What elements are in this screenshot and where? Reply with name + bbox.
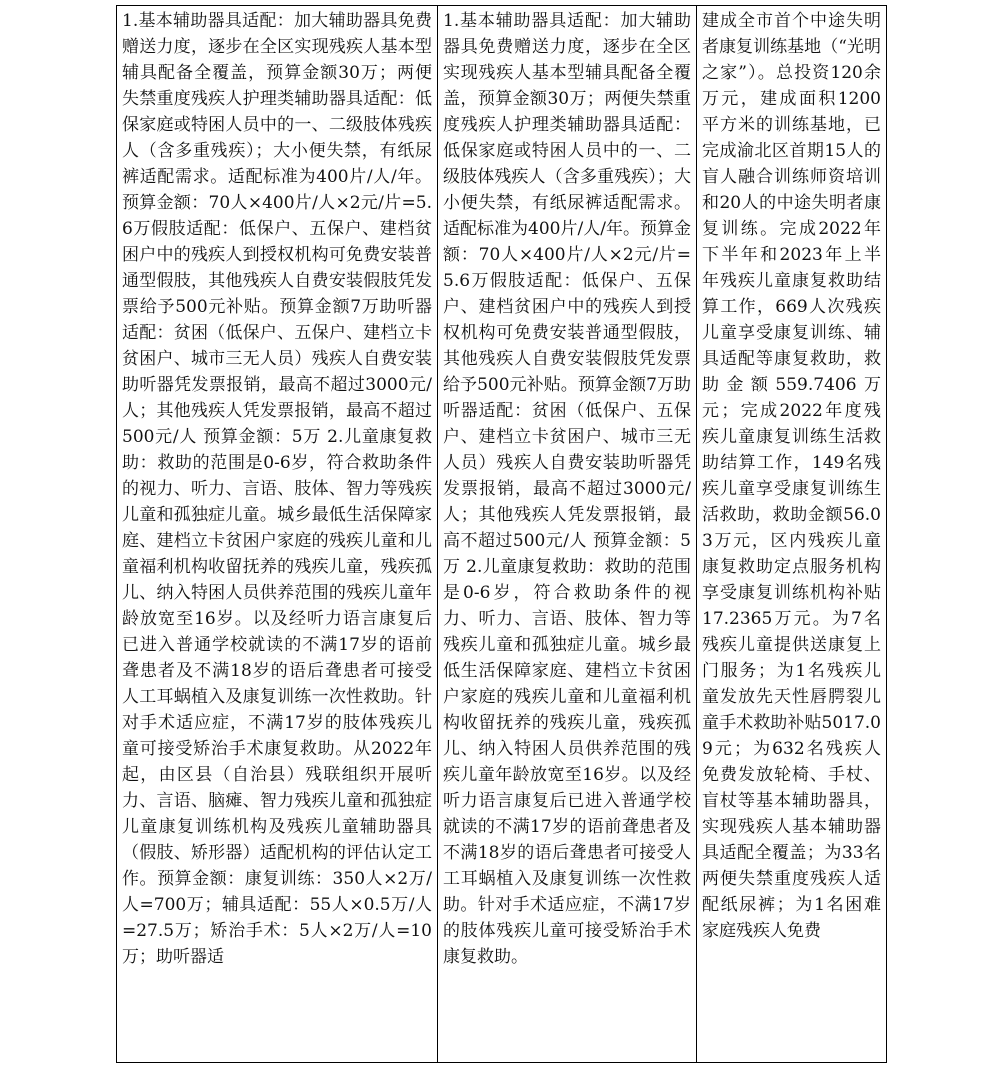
budget-performance-table xyxy=(116,5,887,1063)
table-row xyxy=(117,6,887,1063)
plan-content-cell: 1.基本辅助器具适配：加大辅助器具免费赠送力度，逐步在全区实现残疾人基本型辅具配备全覆盖，预算金额30万；两便失禁重度残疾人护理类辅助器具适配：低保家庭或特困人员中的一、二级肢体残疾人（含多重残疾）；大小便失禁，有纸尿裤适配需求。适配标准为400片/人/年。预算金额：70人×400片/人×2元/片=5.6万假肢适配：低保户、五保户、建档贫困户中的残疾人到授权机构可免费安装普通型假肢，其他残疾人自费安装假肢凭发票给予500元补贴。预算金额7万助听器适配：贫困（低保户、五保户、建档立卡贫困户、城市三无人员）残疾人自费安装助听器凭发票报销，最高不超过3000元/人；其他残疾人凭发票报销，最高不超过500元/人 预算金额：5万 2.儿童康复救助：救助的范围是0-6岁，符合救助条件的视力、听力、言语、肢体、智力等残疾儿童和孤独症儿童。城乡最低生活保障家庭、建档立卡贫困户家庭的残疾儿童和儿童福利机构收留抚养的残疾儿童，残疾孤儿、纳入特困人员供养范围的残疾儿童年龄放宽至16岁。以及经听力语言康复后已进入普通学校就读的不满17岁的语前聋患者及不满18岁的语后聋患者可接受人工耳蜗植入及康复训练一次性救助。针对手术适应症，不满17岁的肢体残疾儿童可接受矫治手术康复救助。从2022年起，由区县（自治县）残联组织开展听力、言语、脑瘫、智力残疾儿童和孤独症儿童康复训练机构及残疾儿童辅助器具（假肢、矫形器）适配机构的评估认定工作。预算金额：康复训练：350人×2万/人=700万；辅具适配：55人×0.5万/人=27.5万；矫治手术：5人×2万/人=10万；助听器适 xyxy=(117,6,438,1063)
plan-content-cell-repeat: 1.基本辅助器具适配：加大辅助器具免费赠送力度，逐步在全区实现残疾人基本型辅具配备全覆盖，预算金额30万；两便失禁重度残疾人护理类辅助器具适配：低保家庭或特困人员中的一、二级肢体残疾人（含多重残疾）；大小便失禁，有纸尿裤适配需求。适配标准为400片/人/年。预算金额：70人×400片/人×2元/片=5.6万假肢适配：低保户、五保户、建档贫困户中的残疾人到授权机构可免费安装普通型假肢，其他残疾人自费安装假肢凭发票给予500元补贴。预算金额7万助听器适配：贫困（低保户、五保户、建档立卡贫困户、城市三无人员）残疾人自费安装助听器凭发票报销，最高不超过3000元/人；其他残疾人凭发票报销，最高不超过500元/人 预算金额：5万 2.儿童康复救助：救助的范围是0-6岁，符合救助条件的视力、听力、言语、肢体、智力等残疾儿童和孤独症儿童。城乡最低生活保障家庭、建档立卡贫困户家庭的残疾儿童和儿童福利机构收留抚养的残疾儿童，残疾孤儿、纳入特困人员供养范围的残疾儿童年龄放宽至16岁。以及经听力语言康复后已进入普通学校就读的不满17岁的语前聋患者及不满18岁的语后聋患者可接受人工耳蜗植入及康复训练一次性救助。针对手术适应症，不满17岁的肢体残疾儿童可接受矫治手术康复救助。 xyxy=(438,6,697,1063)
completion-status-cell: 建成全市首个中途失明者康复训练基地（“光明之家”）。总投资120余万元，建成面积1200平方米的训练基地，已完成渝北区首期15人的盲人融合训练师资培训和20人的中途失明者康复训练。完成2022年下半年和2023年上半年残疾儿童康复救助结算工作，669人次残疾儿童享受康复训练、辅具适配等康复救助，救助金额559.7406万元；完成2022年度残疾儿童康复训练生活救助结算工作，149名残疾儿童享受康复训练生活救助，救助金额56.03万元，区内残疾儿童康复救助定点服务机构享受康复训练机构补贴17.2365万元。为7名残疾儿童提供送康复上门服务；为1名残疾儿童发放先天性唇腭裂儿童手术救助补贴5017.09元；为632名残疾人免费发放轮椅、手杖、盲杖等基本辅助器具，实现残疾人基本辅助器具适配全覆盖；为33名两便失禁重度残疾人适配纸尿裤；为1名困难家庭残疾人免费 xyxy=(697,6,887,1063)
